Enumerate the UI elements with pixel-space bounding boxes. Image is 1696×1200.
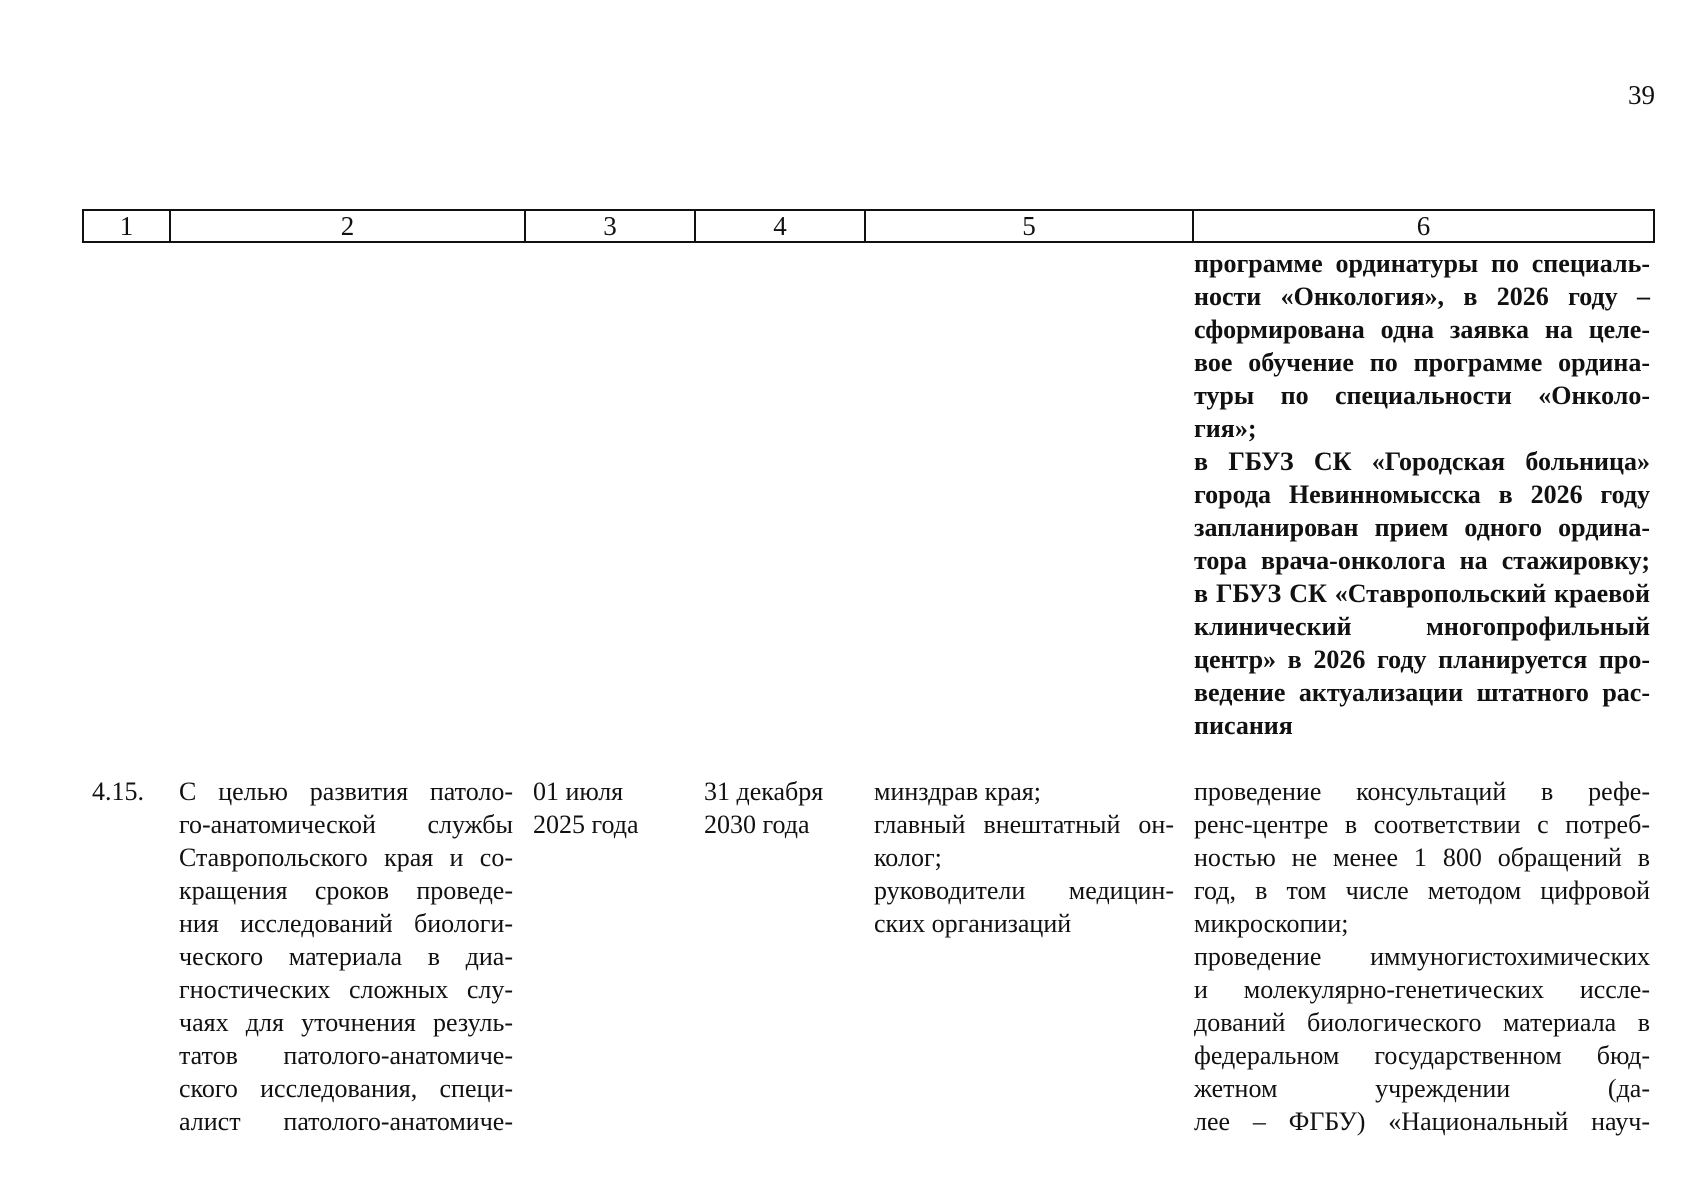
text-line: в ГБУЗ СК «Ставропольский краевой bbox=[1194, 579, 1650, 608]
text-line: С целью развития патоло- bbox=[179, 777, 513, 806]
text-line: туры по специальности «Онколо- bbox=[1194, 381, 1650, 410]
text-line: микроскопии; bbox=[1194, 909, 1349, 938]
header-cell-1: 1 bbox=[83, 210, 170, 242]
text-line: гия»; bbox=[1194, 414, 1257, 443]
text-line: и молекулярно-генетических иссле- bbox=[1194, 975, 1650, 1004]
row-number: 4.15. bbox=[92, 777, 144, 806]
text-line: тора врача-онколога на стажировку; bbox=[1194, 546, 1650, 575]
text-line: города Невинномысска в 2026 году bbox=[1194, 480, 1650, 509]
text-line: татов патолого-анатомиче- bbox=[179, 1041, 513, 1070]
text-line: проведение иммуногистохимических bbox=[1194, 942, 1650, 971]
end-date-line: 31 декабря bbox=[704, 777, 824, 806]
header-cell-6: 6 bbox=[1193, 210, 1654, 242]
text-line: главный внештатный он- bbox=[874, 810, 1174, 839]
text-line: проведение консультаций в рефе- bbox=[1194, 777, 1650, 806]
header-cell-5: 5 bbox=[865, 210, 1193, 242]
text-line: руководители медицин- bbox=[874, 876, 1174, 905]
text-line: колог; bbox=[874, 843, 942, 872]
text-line: клинический многопрофильный bbox=[1194, 612, 1650, 641]
text-line: центр» в 2026 году планируется про- bbox=[1194, 645, 1650, 674]
header-cell-2: 2 bbox=[170, 210, 525, 242]
start-date-line: 2025 года bbox=[533, 810, 639, 839]
text-line: ности «Онкология», в 2026 году – bbox=[1194, 282, 1650, 311]
text-line: ния исследований биологи- bbox=[179, 909, 513, 938]
column-number-header bbox=[82, 209, 1655, 243]
text-line: сформирована одна заявка на целе- bbox=[1194, 315, 1650, 344]
text-line: гностических сложных слу- bbox=[179, 975, 513, 1004]
text-line: ведение актуализации штатного рас- bbox=[1194, 678, 1650, 707]
text-line: ских организаций bbox=[874, 909, 1072, 938]
text-line: год, в том числе методом цифровой bbox=[1194, 876, 1650, 905]
text-line: жетном учреждении (да- bbox=[1194, 1074, 1650, 1103]
text-line: программе ординатуры по специаль- bbox=[1194, 249, 1650, 278]
text-line: дований биологического материала в bbox=[1194, 1008, 1650, 1037]
text-line: лее – ФГБУ) «Национальный науч- bbox=[1194, 1107, 1650, 1136]
text-line: го-анатомической службы bbox=[179, 810, 513, 839]
text-line: ренс-центре в соответствии с потреб- bbox=[1194, 810, 1650, 839]
text-line: федеральном государственном бюд- bbox=[1194, 1041, 1650, 1070]
text-line: кращения сроков проведе- bbox=[179, 876, 513, 905]
text-line: алист патолого-анатомиче- bbox=[179, 1107, 513, 1136]
start-date-line: 01 июля bbox=[533, 777, 624, 806]
header-cell-4: 4 bbox=[695, 210, 865, 242]
text-line: вое обучение по программе ордина- bbox=[1194, 348, 1650, 377]
text-line: чаях для уточнения резуль- bbox=[179, 1008, 513, 1037]
text-line: писания bbox=[1194, 711, 1293, 740]
text-line: Ставропольского края и со- bbox=[179, 843, 513, 872]
text-line: минздрав края; bbox=[874, 777, 1041, 806]
text-line: в ГБУЗ СК «Городская больница» bbox=[1194, 447, 1650, 476]
text-line: ского исследования, специ- bbox=[179, 1074, 513, 1103]
text-line: ческого материала в диа- bbox=[179, 942, 513, 971]
text-line: ностью не менее 1 800 обращений в bbox=[1194, 843, 1650, 872]
page-number: 39 bbox=[1628, 80, 1655, 110]
end-date-line: 2030 года bbox=[704, 810, 810, 839]
text-line: запланирован прием одного ордина- bbox=[1194, 513, 1650, 542]
header-cell-3: 3 bbox=[525, 210, 695, 242]
